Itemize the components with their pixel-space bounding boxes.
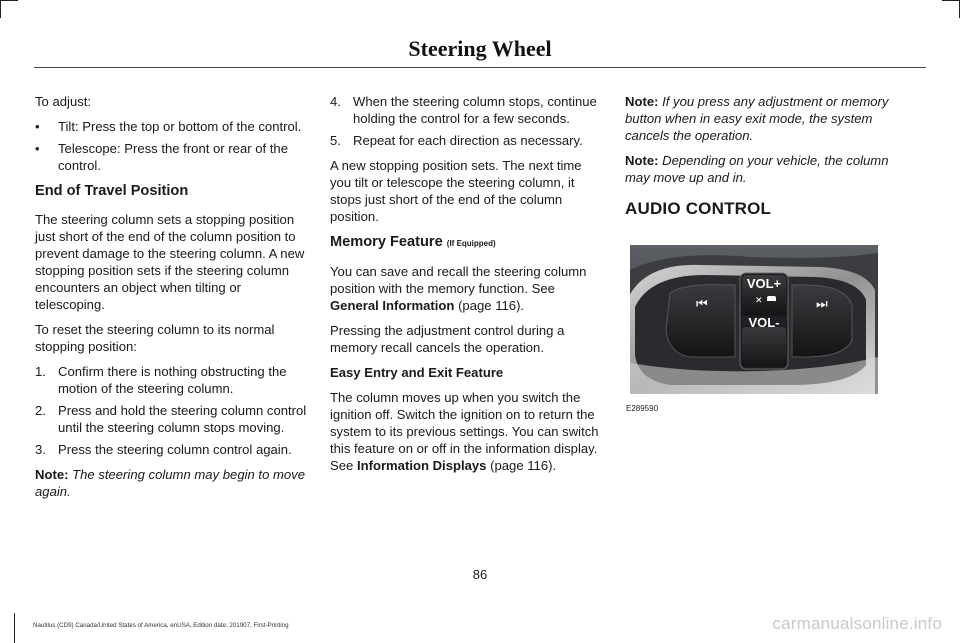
list-item (330, 132, 602, 149)
figure-code: E289590 (626, 404, 659, 413)
paragraph-text: The column moves up when you switch the ignition off. Switch the ignition on to return the system to its previous settings. You can switch this feature on or off in the information display. See (330, 390, 599, 473)
reset-steps (35, 363, 310, 458)
note-text: If you press any adjustment or memory button when in easy exit mode, the system cancels the operation. (625, 94, 889, 143)
list-item (35, 441, 310, 458)
bullet: • (35, 141, 40, 156)
list-item-text: Press and hold the steering column control until the steering column stops moving. (58, 403, 307, 435)
column-middle (330, 93, 602, 482)
list-item-text: Press the steering column control again. (58, 442, 292, 457)
list-item-text: When the steering column stops, continue holding the control for a few seconds. (353, 94, 597, 126)
seek-forward-icon: ⏭ (816, 296, 828, 311)
list-item (35, 402, 310, 436)
if-equipped-label: (If Equipped) (446, 239, 496, 248)
paragraph: Pressing the adjustment control during a memory recall cancels the operation. (330, 323, 565, 355)
cross-reference-link[interactable]: General Information (330, 298, 455, 313)
note-label: Note: (625, 153, 659, 168)
list-item-text: Repeat for each direction as necessary. (353, 133, 583, 148)
mute-icon: ✕ (755, 295, 763, 305)
column-right (625, 93, 897, 239)
watermark: carmanualsonline.info (772, 614, 942, 633)
list-item (35, 363, 310, 397)
note-text: Depending on your vehicle, the column may move up and in. (625, 153, 889, 185)
crop-mark (0, 0, 1, 18)
memory-heading: Memory Feature (330, 234, 443, 250)
adjust-list (35, 118, 310, 174)
subsection-heading: Easy Entry and Exit Feature (330, 365, 504, 380)
note (625, 152, 897, 186)
step-number: 5. (330, 133, 341, 148)
note-label: Note: (35, 467, 69, 482)
step-number: 3. (35, 442, 46, 457)
paragraph (330, 263, 602, 314)
paragraph (330, 389, 602, 474)
section-heading: End of Travel Position (35, 183, 189, 199)
paragraph: A new stopping position sets. The next time you tilt or telescope the steering column, it stops just short of the end of the column position. (330, 158, 582, 224)
vol-down-label: VOL- (748, 315, 780, 330)
adjust-intro: To adjust: (35, 94, 92, 109)
cross-reference-link[interactable]: Information Displays (356, 458, 487, 473)
phone-end-icon (767, 296, 776, 301)
crop-mark (14, 613, 15, 643)
list-item-text: Confirm there is nothing obstructing the motion of the steering column. (58, 364, 287, 396)
audio-control-illustration (630, 245, 878, 394)
note-text: The steering column may begin to move again. (35, 467, 306, 499)
column-left (35, 93, 310, 508)
list-item-text: Tilt: Press the top or bottom of the control. (58, 119, 302, 134)
list-item (35, 118, 310, 135)
page-title: Steering Wheel (408, 36, 552, 61)
list-item-text: Telescope: Press the front or rear of the control. (58, 141, 288, 173)
vol-down-button[interactable] (742, 327, 786, 367)
list-item (35, 140, 310, 174)
vol-up-label: VOL+ (746, 276, 782, 291)
step-number: 2. (35, 403, 46, 418)
note-label: Note: (625, 94, 659, 109)
list-item (330, 93, 602, 127)
header-divider (34, 67, 926, 68)
note (35, 466, 310, 500)
paragraph: To reset the steering column to its normal stopping position: (35, 322, 275, 354)
paragraph-text: You can save and recall the steering column position with the memory function. See (330, 264, 587, 296)
section-heading (330, 233, 602, 253)
seek-back-icon: ⏮ (696, 296, 708, 311)
paragraph: The steering column sets a stopping position just short of the end of the column position to prevent damage to the steering column. A new stopping position sets if the steering column encounters an object when tilting or telescoping. (35, 212, 305, 312)
page-reference: (page 116). (490, 458, 557, 473)
bullet: • (35, 119, 40, 134)
continued-steps (330, 93, 602, 149)
crop-mark (0, 0, 18, 1)
crop-mark (942, 0, 960, 1)
step-number: 4. (330, 94, 341, 109)
page-number: 86 (472, 567, 488, 582)
page-reference: (page 116). (458, 298, 525, 313)
note (625, 93, 897, 144)
footer-edition: Nautilus (CD9) Canada/United States of America, enUSA, Edition date: 201907, First-Printing (33, 622, 289, 629)
step-number: 1. (35, 364, 46, 379)
section-heading: AUDIO CONTROL (625, 199, 772, 218)
